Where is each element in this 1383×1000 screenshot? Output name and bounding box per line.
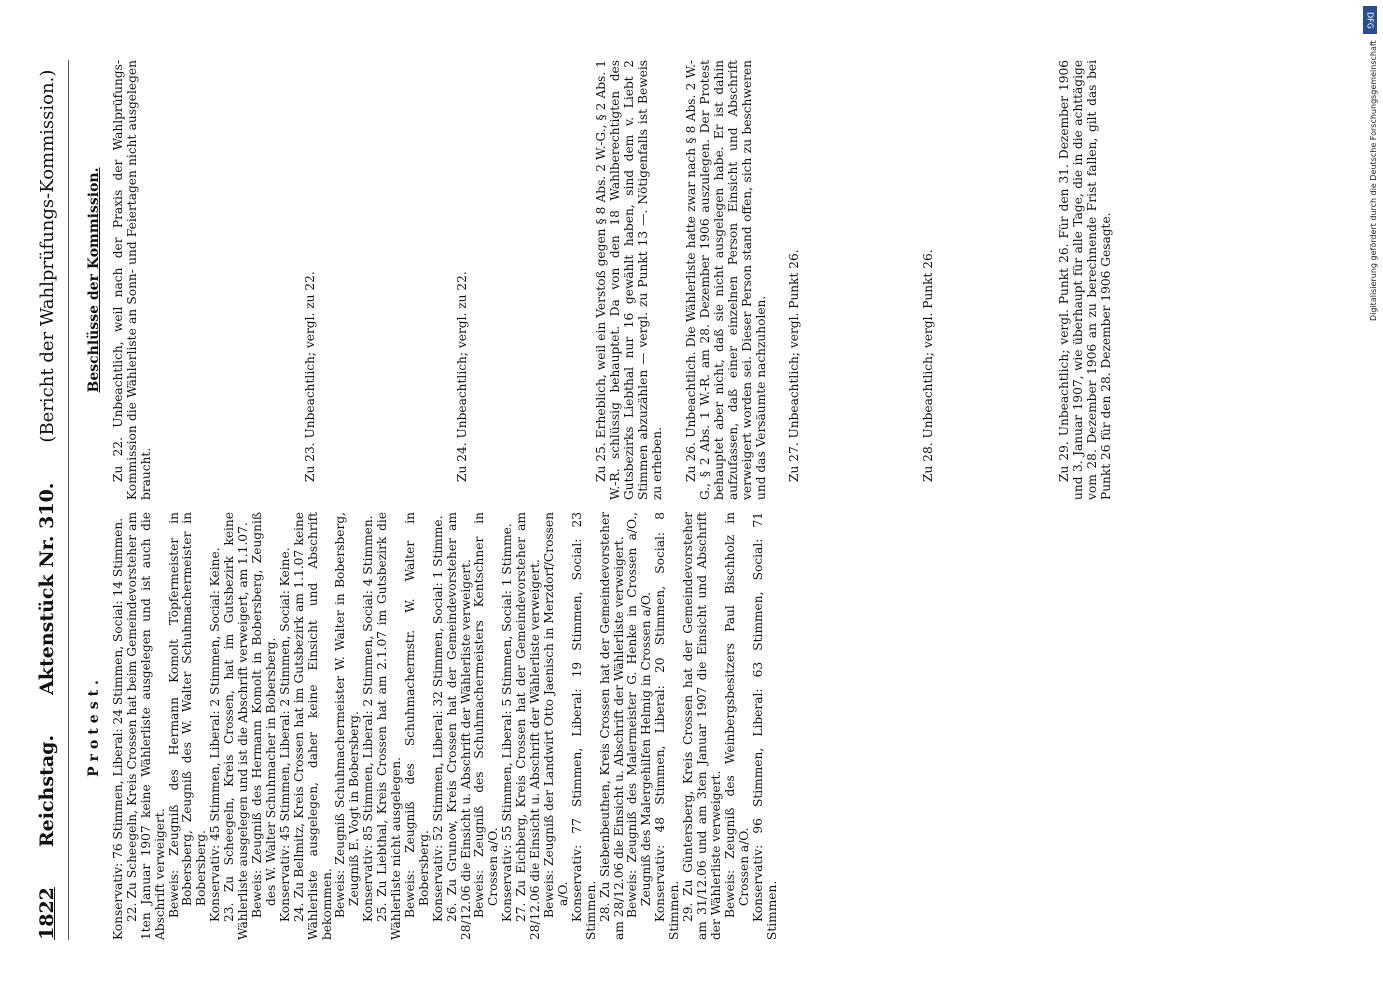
protest-paragraph: Beweis: Zeugniß des Malermeister G. Henke in Crossen a/O., Zeugniß des Malergehilfen Helmig in Crossen a/O. [625, 512, 654, 918]
protest-paragraph: Konservativ: 45 Stimmen, Liberal: 2 Stimmen, Social: Keine. [208, 547, 223, 922]
spacer [469, 60, 595, 500]
commission-decision: Zu 23. Unbeachtlich; vergl. zu 22. [302, 271, 317, 482]
commission-decision: Zu 22. Unbeachtlich, weil nach der Praxis der Wahlprüfungs-Kommission die Wählerliste an Sonn- und Feiertagen nicht ausgelegen braucht. [110, 60, 153, 500]
commission-decision: Zu 24. Unbeachtlich; vergl. zu 22. [454, 271, 469, 482]
spacer [154, 60, 304, 500]
commission-decision: Zu 27. Unbeachtlich; vergl. Punkt 26. [787, 249, 802, 482]
spacer [318, 60, 456, 500]
protest-paragraph: Konservativ: 48 Stimmen, Liberal: 20 Stimmen, Social: 8 Stimmen. [653, 512, 682, 940]
protest-paragraph: Konservativ: 96 Stimmen, Liberal: 63 Stimmen, Social: 71 Stimmen. [750, 512, 779, 940]
protest-paragraph: Konservativ: 77 Stimmen, Liberal: 19 Stimmen, Social: 23 Stimmen. [569, 512, 598, 940]
spacer [802, 60, 922, 500]
commission-column [82, 60, 1114, 500]
protest-paragraph: Beweis: Zeugniß des Schuhmachermstr. W. Walter in Bobersberg. [402, 512, 431, 918]
spacer [665, 60, 685, 500]
protest-paragraphs [112, 512, 780, 940]
page-content [36, 60, 1113, 940]
commission-decision: Zu 28. Unbeachtlich; vergl. Punkt 26. [921, 249, 936, 482]
protest-column [82, 512, 779, 940]
protest-paragraph: Konservativ: 85 Stimmen, Liberal: 2 Stimmen, Social: 4 Stimmen. [361, 515, 376, 922]
protest-paragraph: Konservativ: 52 Stimmen, Liberal: 32 Stimmen, Social: 1 Stimme. [430, 515, 445, 922]
spacer [936, 60, 1058, 500]
page-number: 1822 [36, 887, 58, 940]
commission-decision: Zu 29. Unbeachtlich; vergl. Punkt 26. Für den 31. Dezember 1906 und 3. Januar 1907, wie überhaupt für alle Tage, die in die achttägige vom 28. Dezember 1906 an zu berechnende Frist fallen, gilt das bei Punkt 26 für den 28. Dezember 1906 Gesagte. [1057, 60, 1113, 500]
commission-decision: Zu 26. Unbeachtlich. Die Wählerliste hatte zwar nach § 8 Abs. 2 W.-G., § 2 Abs. 1 W.-R. am 28. Dezember 1906 auszulegen. Der Protest behauptet aber nicht, daß sie nicht ausgelegen habe. Er ist dahin aufzufassen, daß einer einzelnen Person Einsicht und Abschrift verweigert worden sei. Dieser Person stand offen, sich zu beschweren und das Versäumte nachzuholen. [683, 60, 768, 500]
protest-heading: Protest. [86, 675, 102, 777]
protest-paragraph: Konservativ: 76 Stimmen, Liberal: 24 Stimmen, Social: 14 Stimmen. [110, 517, 125, 940]
protest-paragraph: Beweis: Zeugniß des Schuhmachermeisters Kentschner in Crossen a/O. [472, 512, 501, 918]
protest-paragraph: 27. Zu Eichberg, Kreis Crossen hat der Gemeindevorsteher am 28/12.06 die Einsicht u. Abschrift der Wählerliste verweigert. [514, 512, 543, 940]
dfg-logo: DFG [1363, 6, 1377, 34]
protest-paragraph: 26. Zu Grunow, Kreis Crossen hat der Gemeindevorsteher am 28/12.06 die Einsicht u. Abschrift der Wählerliste verweigert. [444, 512, 473, 940]
commission-decisions [112, 60, 1114, 500]
protest-paragraph: 25. Zu Liebthal, Kreis Crossen hat am 2.1.07 im Gutsbezirk die Wählerliste nicht ausgelegen. [375, 512, 404, 940]
commission-heading: Beschlüsse der Kommission. [86, 167, 102, 393]
commission-decision: Zu 25. Erheblich, weil ein Verstoß gegen § 8 Abs. 2 W.-G., § 2 Abs. 1 W.-R. schlüssig behauptet. Da von den 18 Wahlberechtigten des Gutsbezirks Liebthal nur 16 gewählt haben, sind dem v. Liebt 2 Stimmen abzuzählen — vergl. zu Punkt 13 —. Nötigenfalls ist Beweis zu erheben. [594, 60, 665, 500]
protest-paragraph: 23. Zu Scheegeln, Kreis Crossen, hat im Gutsbezirk keine Wählerliste ausgelegen und ist die Abschrift verweigert, am 1.1.07. [222, 512, 251, 940]
protest-paragraph: 29. Zu Güntersberg, Kreis Crossen hat der Gemeindevorsteher am 31/12.06 und am 3ten Januar 1907 die Einsicht und Abschrift der Wählerliste verweigert. [681, 512, 723, 940]
protest-paragraph: Beweis: Zeugniß der Landwirt Otto Jaenisch in Merzdorf/Crossen a/O. [542, 512, 570, 918]
protest-paragraph: 28. Zu Siebenbeuthen, Kreis Crossen hat der Gemeindevorsteher am 28/12.06 die Einsicht u. Abschrift der Wählerliste verweigert. [597, 512, 626, 940]
digitization-note: Digitalisierung gefördert durch die Deutsche Forschungsgemeinschaft [1369, 40, 1378, 321]
protest-paragraph: Konservativ: 55 Stimmen, Liberal: 5 Stimmen, Social: 1 Stimme. [500, 523, 515, 922]
report-title: (Bericht der Wahlprüfungs-Kommission.) [37, 69, 58, 443]
protest-paragraph: 22. Zu Scheegeln, Kreis Crossen hat beim Gemeindevorsteher am 1ten Januar 1907 keine Wählerliste ausgelegen und ist auch die Abschrift verweigert. [124, 512, 167, 940]
page-header [36, 60, 69, 940]
protest-paragraph: Konservativ: 45 Stimmen, Liberal: 2 Stimmen, Social: Keine. [277, 547, 292, 922]
protest-paragraph: Beweis: Zeugniß Schuhmachermeister W. Walter in Bobersberg, Zeugniß E. Vogt in Bobersberg. [333, 512, 362, 918]
protest-paragraph: Beweis: Zeugniß des Hermann Komolt Töpfermeister in Bobersberg, Zeugniß des W. Walter Schuhmachermeister in Bobersberg. [166, 512, 209, 918]
protest-paragraph: Beweis: Zeugniß des Weinbergsbesitzers Paul Bischholz in Crossen a/O. [722, 512, 751, 918]
header-title: Reichstag. [36, 734, 58, 848]
spacer [768, 60, 788, 500]
document-number: Aktenstück Nr. 310. [36, 482, 58, 695]
protest-paragraph: Beweis: Zeugniß des Hermann Komolt in Bobersberg, Zeugniß des W. Walter Schuhmacher in Bobersberg. [249, 512, 278, 918]
protest-paragraph: 24. Zu Bellmitz, Kreis Crossen hat im Gutsbezirk am 1.1.07 keine Wählerliste ausgelegen, daher keine Einsicht und Abschrift bekommen. [291, 512, 334, 940]
